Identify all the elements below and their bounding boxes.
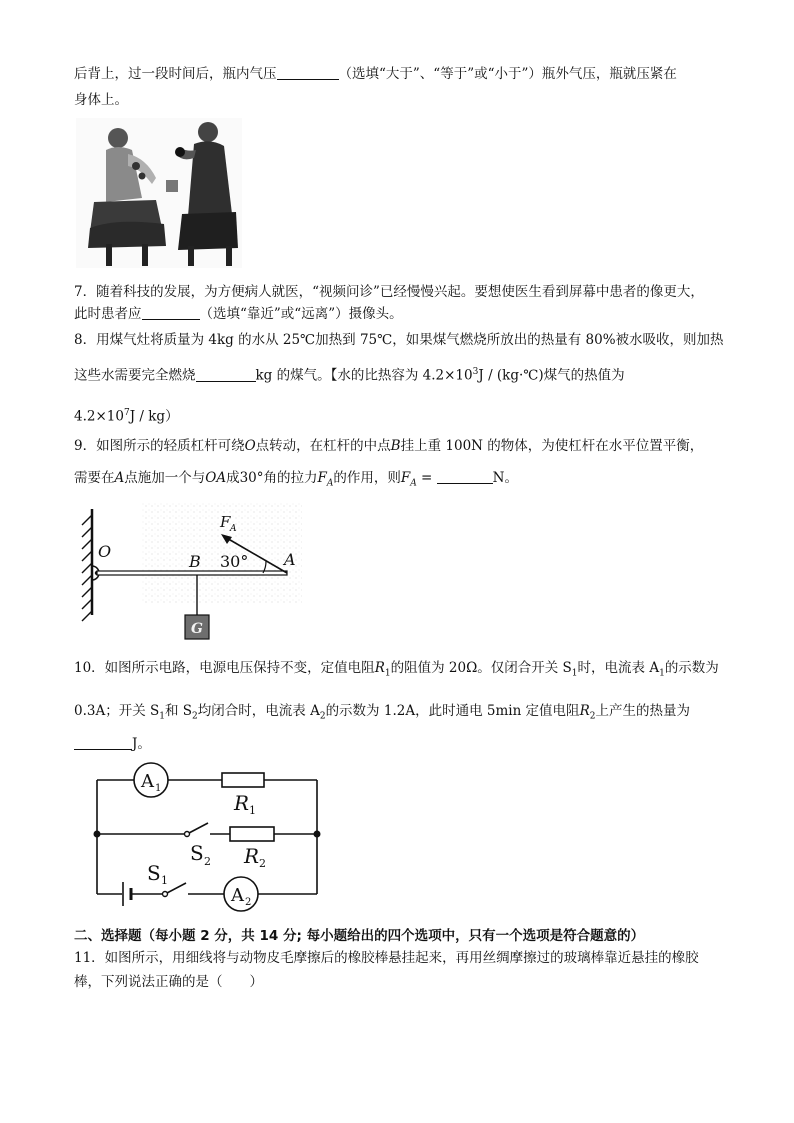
resistor-r2	[230, 827, 274, 841]
q10-line-3	[74, 734, 151, 754]
q6-text: （选填“大于”、“等于”或“小于”）瓶外气压，瓶就压紧在	[338, 66, 677, 82]
answer-blank[interactable]	[277, 65, 339, 80]
subscript: 2	[192, 711, 198, 722]
subscript: 1	[159, 711, 165, 722]
q10-text: 的阻值为 20Ω。仅闭合开关 S	[390, 660, 572, 676]
q7-line-2	[74, 304, 403, 324]
answer-blank[interactable]	[142, 305, 200, 320]
q6-line-1	[74, 64, 677, 84]
q6-line-2: 身体上。	[74, 92, 128, 108]
q7-text: 此时患者应	[74, 306, 142, 322]
force-label: F	[220, 513, 231, 531]
q9-text: 挂上重 100N 的物体，为使杠杆在水平位置平衡，	[400, 438, 704, 454]
switch-s1-lever	[167, 883, 186, 893]
q8-line-3	[74, 403, 179, 427]
q10-text: 10．如图所示电路，电源电压保持不变，定值电阻	[74, 660, 375, 676]
ammeter-a1-label: A	[141, 771, 154, 792]
q9-line-1	[74, 436, 703, 456]
q10-text: 0.3A；开关 S	[74, 703, 160, 719]
force-subscript: A	[326, 478, 334, 489]
ammeter-a2-label: A	[231, 885, 244, 906]
subscript: 2	[319, 711, 326, 722]
subscript: 1	[659, 668, 665, 679]
resistor-r1-subscript: 1	[249, 804, 256, 817]
exponent: 7	[123, 408, 130, 418]
resistor-symbol: R	[374, 660, 385, 676]
q9-text: 成30°角的拉力	[226, 470, 318, 486]
q10-text: 均闭合时，电流表 A	[197, 703, 320, 719]
cupping-illustration	[76, 118, 242, 268]
q8-text: J / kg）	[129, 408, 179, 425]
q10-text: 的示数为	[664, 660, 719, 676]
resistor-r1	[222, 773, 264, 787]
q9-text: 点转动，在杠杆的中点	[255, 438, 391, 454]
label-a: A	[284, 550, 296, 569]
resistor-r2-subscript: 2	[259, 857, 266, 870]
q10-text: 上产生的热量为	[595, 703, 690, 719]
point-b: B	[390, 438, 401, 454]
q8-text: 4.2×10	[74, 408, 124, 425]
force-f: F	[400, 470, 411, 486]
lever-diagram	[72, 503, 302, 643]
resistor-r1-label: R	[234, 791, 250, 815]
force-subscript: A	[410, 478, 417, 489]
resistor-r2-label: R	[244, 844, 260, 868]
ammeter-a1-subscript: 1	[155, 783, 162, 794]
q7-text: （选填“靠近”或“远离”）摄像头。	[199, 306, 403, 322]
q8-line-2	[74, 362, 625, 386]
force-label-subscript: A	[230, 524, 237, 534]
weight-label: G	[191, 621, 203, 637]
q8-text: J / (kg·℃)煤气的热值为	[478, 367, 625, 384]
q8-line-1: 8．用煤气灶将质量为 4kg 的水从 25℃加热到 75℃，如果煤气燃烧所放出的热量有 80%被水吸收，则加热	[74, 332, 724, 348]
switch-s2-lever	[189, 823, 208, 833]
label-o: O	[98, 542, 112, 561]
segment-oa: OA	[205, 470, 227, 486]
label-b: B	[189, 552, 201, 571]
q7-line-1: 7．随着科技的发展，为方便病人就医，“视频问诊”已经慢慢兴起。要想使医生看到屏幕中患者的像更大，	[74, 284, 704, 300]
q8-text: kg 的煤气。【水的比热容为 4.2×10	[255, 367, 473, 384]
force-f: F	[317, 470, 327, 486]
angle-label: 30°	[220, 552, 249, 571]
point-a: A	[114, 470, 125, 486]
switch-s1-label: S	[147, 861, 161, 885]
q9-text: 需要在	[74, 470, 115, 486]
section-heading: 二、选择题（每小题 2 分，共 14 分; 每小题给出的四个选项中，只有一个选项是符合题意的）	[74, 928, 645, 944]
q10-text: 时，电流表 A	[577, 660, 660, 676]
resistor-symbol: R	[579, 703, 590, 719]
circuit-wires	[97, 780, 317, 894]
lever-bar	[97, 571, 287, 575]
q9-text: 的作用，则	[333, 470, 401, 486]
q10-line-2	[74, 701, 690, 727]
answer-blank[interactable]	[437, 469, 493, 484]
switch-s1-subscript: 1	[161, 874, 168, 887]
q9-text: 点施加一个与	[124, 470, 206, 486]
q6-text: 后背上，过一段时间后，瓶内气压	[74, 66, 277, 82]
subscript: 1	[384, 668, 391, 679]
point-o: O	[244, 438, 256, 454]
wall-hatching	[82, 515, 92, 621]
subscript: 2	[589, 711, 596, 722]
q9-text: 9．如图所示的轻质杠杆可绕	[74, 438, 245, 454]
q11-line-1: 11．如图所示，用细线将与动物皮毛摩擦后的橡胶棒悬挂起来，再用丝绸摩擦过的玻璃棒靠近悬挂的橡胶	[74, 950, 699, 966]
q11-line-2: 棒，下列说法正确的是（ ）	[74, 974, 263, 990]
answer-blank[interactable]	[196, 367, 256, 382]
junction-left	[94, 831, 101, 838]
q10-line-1	[74, 658, 719, 684]
junction-right	[314, 831, 321, 838]
circuit-diagram	[88, 762, 328, 912]
q10-text: J。	[132, 736, 151, 752]
switch-s2-label: S	[190, 841, 204, 865]
answer-blank[interactable]	[74, 735, 132, 750]
ammeter-a2-subscript: 2	[245, 897, 252, 908]
q9-text: =	[416, 470, 437, 486]
q10-text: 和 S	[165, 703, 193, 719]
exponent: 3	[472, 367, 479, 377]
q8-text: 这些水需要完全燃烧	[74, 367, 196, 384]
q9-line-2	[74, 468, 518, 494]
q9-text: N。	[492, 470, 518, 486]
subscript: 1	[571, 668, 578, 679]
q10-text: 的示数为 1.2A，此时通电 5min 定值电阻	[325, 703, 580, 719]
switch-s2-subscript: 2	[204, 855, 211, 868]
